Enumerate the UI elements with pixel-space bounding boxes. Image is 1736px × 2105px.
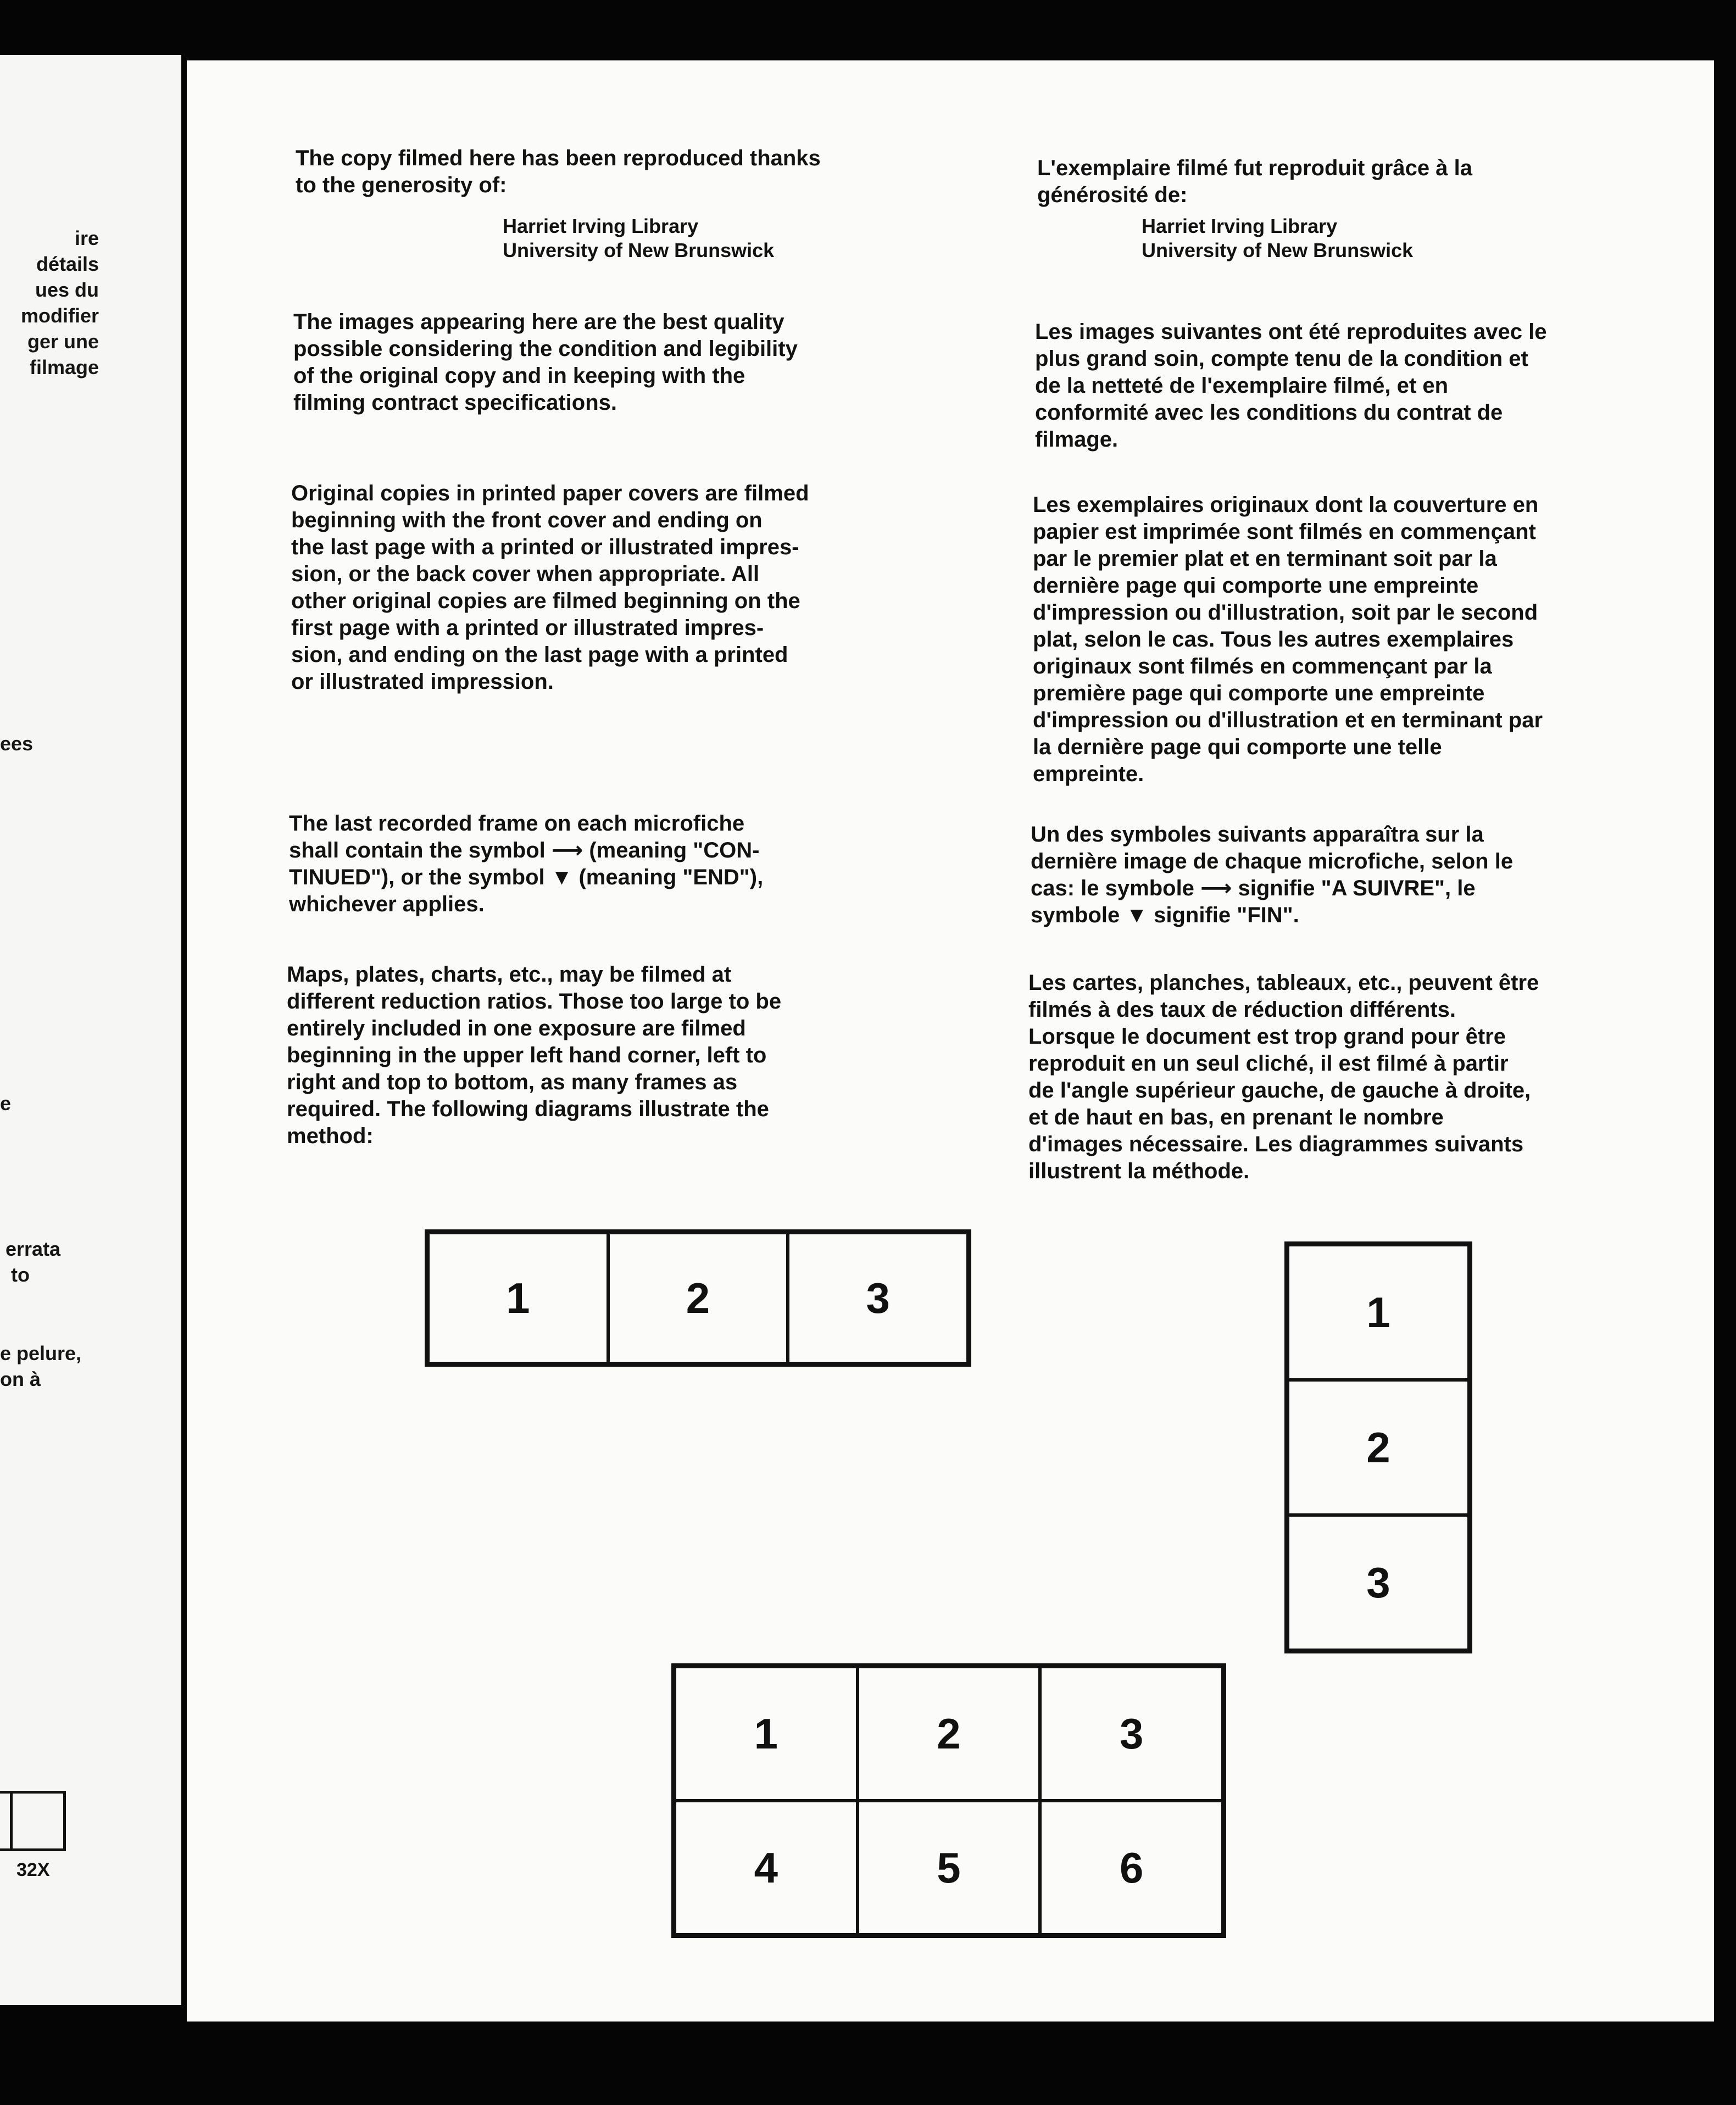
diagram-column-of-three — [1284, 1241, 1472, 1653]
resolution-gauge — [0, 1791, 66, 1851]
frame-cell: 5 — [858, 1801, 1041, 1935]
frame-cell: 1 — [428, 1233, 608, 1363]
left-fragment: errata — [5, 1238, 61, 1260]
left-fragment: filmage — [29, 356, 99, 378]
english-para-covers: Original copies in printed paper covers are filmed beginning with the front cover and ending on the last page with a printed or illustrated impres- sion, or the back cover when appropriate. All other original copies are filmed beginning on the first page with a printed or illustrated impres- sion, and ending on the last page with a printed or illustrated impression. — [291, 481, 809, 694]
left-fragment: ire — [74, 227, 99, 249]
french-intro: L'exemplaire filmé fut reproduit grâce à la générosité de: — [1037, 156, 1472, 207]
frame-cell: 2 — [1288, 1380, 1469, 1515]
frame-cell: 3 — [788, 1233, 968, 1363]
left-fragment: ees — [0, 732, 34, 755]
left-fragment: on à — [0, 1368, 41, 1390]
french-para-maps: Les cartes, planches, tableaux, etc., peuvent être filmés à des taux de réduction différents. Lorsque le document est trop grand pour être reproduit en un seul cliché, il est filmé à partir de l'angle supérieur gauche, de gauche à droite, et de haut en bas, en prenant le nombre d'images nécessaire. Les diagrammes suivants illustrent la méthode. — [1028, 971, 1539, 1183]
gauge-label: 32X — [16, 1859, 50, 1880]
french-column — [1037, 155, 1472, 209]
french-library: Harriet Irving Library University of New Brunswick — [1142, 215, 1414, 261]
french-para-covers: Les exemplaires originaux dont la couverture en papier est imprimée sont filmés en commençant par le premier plat et en terminant soit par la dernière page qui comporte une empreinte d'impression ou d'illustration, soit par le second plat, selon le cas. Tous les autres exemplaires originaux sont filmés en commençant par la première page qui comporte une empreinte d'impression ou d'illustration et en terminant par la dernière page qui comporte une telle empreinte. — [1033, 493, 1543, 786]
frame-cell: 6 — [1040, 1801, 1223, 1935]
left-fragment: ger une — [27, 330, 99, 353]
frame-cell: 2 — [858, 1667, 1041, 1801]
left-fragment: e pelure, — [0, 1342, 82, 1365]
left-fragment: e — [0, 1092, 12, 1115]
french-para-symbols: Un des symboles suivants apparaîtra sur la dernière image de chaque microfiche, selon le cas: le symbole ⟶ signifie "A SUIVRE", le symbole ▼ signifie "FIN". — [1031, 822, 1514, 927]
french-para-quality: Les images suivantes ont été reproduites avec le plus grand soin, compte tenu de la condition et de la netteté de l'exemplaire filmé, et en conformité avec les conditions du contrat de filmage. — [1035, 320, 1547, 452]
main-page — [187, 60, 1714, 2022]
frame-cell: 1 — [675, 1667, 858, 1801]
frame-cell: 4 — [675, 1801, 858, 1935]
left-fragment: modifier — [20, 304, 99, 327]
frame-cell: 2 — [608, 1233, 788, 1363]
left-fragment: to — [11, 1263, 30, 1286]
english-intro: The copy filmed here has been reproduced thanks to the generosity of: — [296, 146, 821, 197]
english-library: Harriet Irving Library University of New Brunswick — [503, 215, 775, 261]
left-fragment: détails — [36, 253, 99, 275]
diagram-row-of-three — [425, 1229, 971, 1367]
frame-cell: 3 — [1288, 1515, 1469, 1650]
frame-cell: 1 — [1288, 1245, 1469, 1380]
frame-cell: 3 — [1040, 1667, 1223, 1801]
english-para-symbols: The last recorded frame on each microfiche shall contain the symbol ⟶ (meaning "CON- TINUED"), or the symbol ▼ (meaning "END"), whichever applies. — [289, 811, 764, 916]
left-partial-page — [0, 55, 181, 2005]
left-fragment: ues du — [35, 279, 99, 301]
diagram-grid-of-six — [671, 1663, 1226, 1938]
english-para-maps: Maps, plates, charts, etc., may be filmed at different reduction ratios. Those too large to be entirely included in one exposure are filmed beginning in the upper left hand corner, left to right and top to bottom, as many frames as required. The following diagrams illustrate the method: — [287, 962, 782, 1148]
english-column — [296, 145, 821, 199]
english-para-quality: The images appearing here are the best quality possible considering the condition and legibility of the original copy and in keeping with the filming contract specifications. — [293, 310, 798, 415]
